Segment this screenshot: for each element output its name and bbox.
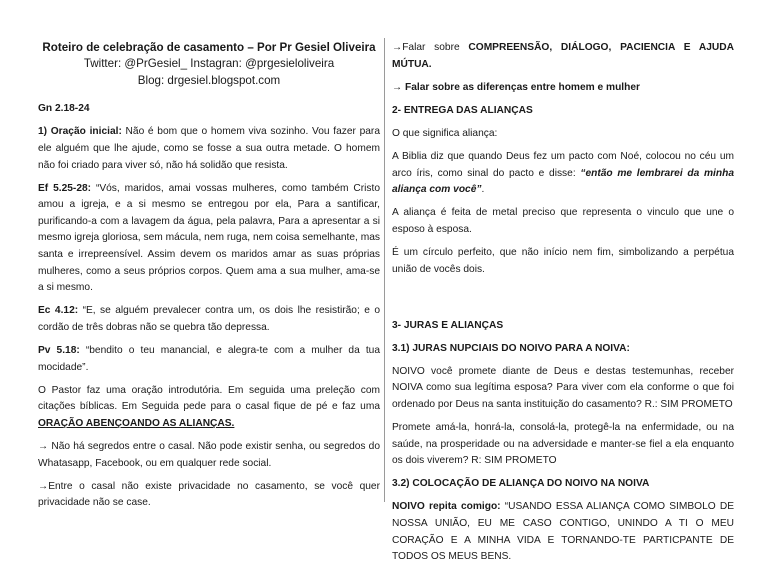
section-3-title: 3- JURAS E ALIANÇAS — [392, 319, 504, 331]
privacy-paragraph: →Entre o casal não existe privacidade no casamento, se você quer privacidade não se case. — [38, 480, 380, 509]
talk-topics-bold: COMPREENSÃO, DIÁLOGO, PACIENCIA E AJUDA MÚTUA. — [392, 42, 734, 70]
ring-metal-paragraph: A aliança é feita de metal preciso que representa o vinculo que une o esposo à esposa. — [392, 207, 734, 235]
opening-prayer-label: 1) Oração inicial: — [38, 126, 122, 138]
bible-covenant-end: . — [481, 184, 485, 196]
repeat-label: NOIVO repita comigo: — [392, 501, 501, 513]
covenant-question: O que significa aliança: — [392, 127, 498, 139]
ecclesiastes-paragraph — [38, 303, 380, 336]
bible-covenant-text: A Biblia diz que quando Deus fez um pacto com Noé, colocou no céu um arco íris, como sinal do pacto e disse: — [392, 150, 734, 179]
section-3-2-title: 3.2) COLOCAÇÃO DE ALIANÇA DO NOIVO NA NOIVA — [392, 478, 650, 490]
ecclesiastes-text: “E, se alguém prevalecer contra um, os dois lhe resistirão; e o cordão de três dobras não se quebra tão depressa. — [38, 305, 380, 333]
social-handles: Twitter: @PrGesiel_ Instagran: @prgesieloliveira — [83, 57, 335, 71]
bible-covenant-paragraph — [392, 149, 734, 199]
proverbs-text: “bendito o teu manancial, e alegra-te com a mulher da tua mocidade”. — [38, 344, 380, 373]
ecclesiastes-label: Ec 4.12: — [38, 305, 79, 317]
opening-prayer-paragraph — [38, 124, 380, 174]
repeat-after-me-paragraph — [392, 499, 734, 565]
opening-prayer-text: Não é bom que o homem viva sozinho. Vou fazer para ele alguém que lhe ajude, como se fosse a sua outra metade. O homem não foi criado para viver só, não há solidão que resista. — [38, 126, 380, 171]
section-2-title: 2- ENTREGA DAS ALIANÇAS — [392, 104, 533, 116]
left-column — [38, 40, 380, 518]
proverbs-label: Pv 5.18: — [38, 344, 80, 356]
document-title: Roteiro de celebração de casamento – Por Pr Gesiel Oliveira — [42, 41, 376, 54]
ephesians-label: Ef 5.25-28: — [38, 182, 92, 194]
talk-topics-prefix: →Falar sobre — [392, 42, 469, 53]
section-3-1-title: 3.1) JURAS NUPCIAIS DO NOIVO PARA A NOIVA: — [392, 342, 630, 354]
blog-address: Blog: drgesiel.blogspot.com — [137, 73, 281, 87]
differences-line: → Falar sobre as diferenças entre homem e mulher — [392, 81, 640, 93]
ephesians-text: “Vós, maridos, amai vossas mulheres, como também Cristo amou a igreja, e a si mesmo se entregou por ela, Para a santificar, purificando-a com a lavagem da água, pela palavra, Para a apresentar a si mesmo igreja gloriosa, sem mácula, nem ruga, nem coisa semelhante, mas santa e irrepreensível. Assim devem os maridos amar as suas próprias mulheres, como a seus próprios corpos. Quem ama a sua mulher, ama-se a si mesmo. — [38, 182, 380, 294]
ring-blessing-emphasis: ORAÇÃO ABENÇOANDO AS ALIANÇAS. — [38, 417, 235, 429]
perfect-circle-paragraph: É um círculo perfeito, que não início nem fim, simbolizando a perpétua união de vocês dois. — [392, 246, 734, 275]
groom-vow-paragraph: NOIVO você promete diante de Deus e destas testemunhas, receber NOIVA como sua legítima esposa? Para viver com ela conforme o que foi ordenado por Deus na santa instituição do casamento? R.: SIM PROMETO — [392, 365, 734, 410]
talk-topics-line — [392, 40, 734, 73]
ephesians-paragraph — [38, 181, 380, 297]
pastor-paragraph — [38, 383, 380, 433]
secrets-paragraph: → Não há segredos entre o casal. Não pode existir senha, ou segredos do Whatasapp, Facebook, ou em qualquer rede social. — [38, 440, 380, 469]
promise-paragraph: Promete amá-la, honrá-la, consolá-la, protegê-la na enfermidade, ou na saúde, na prosperidade ou na adversidade e manter-se fiel a ela enquanto os dois viverem? R: SIM PROMETO — [392, 422, 734, 467]
column-divider — [384, 38, 385, 502]
repeat-text: “USANDO ESSA ALIANÇA COMO SIMBOLO DE NOSSA UNIÃO, EU ME CASO CONTIGO, UNINDO A TI O MEU CORAÇÃO E A MINHA VIDA E TORNANDO-TE PARTICPANTE DE TODOS OS MEUS BENS. — [392, 501, 734, 563]
scripture-reference: Gn 2.18-24 — [38, 103, 90, 115]
bible-covenant-quote: “então me lembrarei da minha aliança com você” — [392, 167, 734, 196]
pastor-text: O Pastor faz uma oração introdutória. Em seguida uma preleção com citações bíblicas. Em Seguida pede para o casal fique de pé e faz uma — [38, 384, 380, 413]
right-column — [392, 40, 734, 572]
blank-space — [392, 285, 734, 318]
document-header — [38, 40, 380, 89]
proverbs-paragraph — [38, 343, 380, 376]
